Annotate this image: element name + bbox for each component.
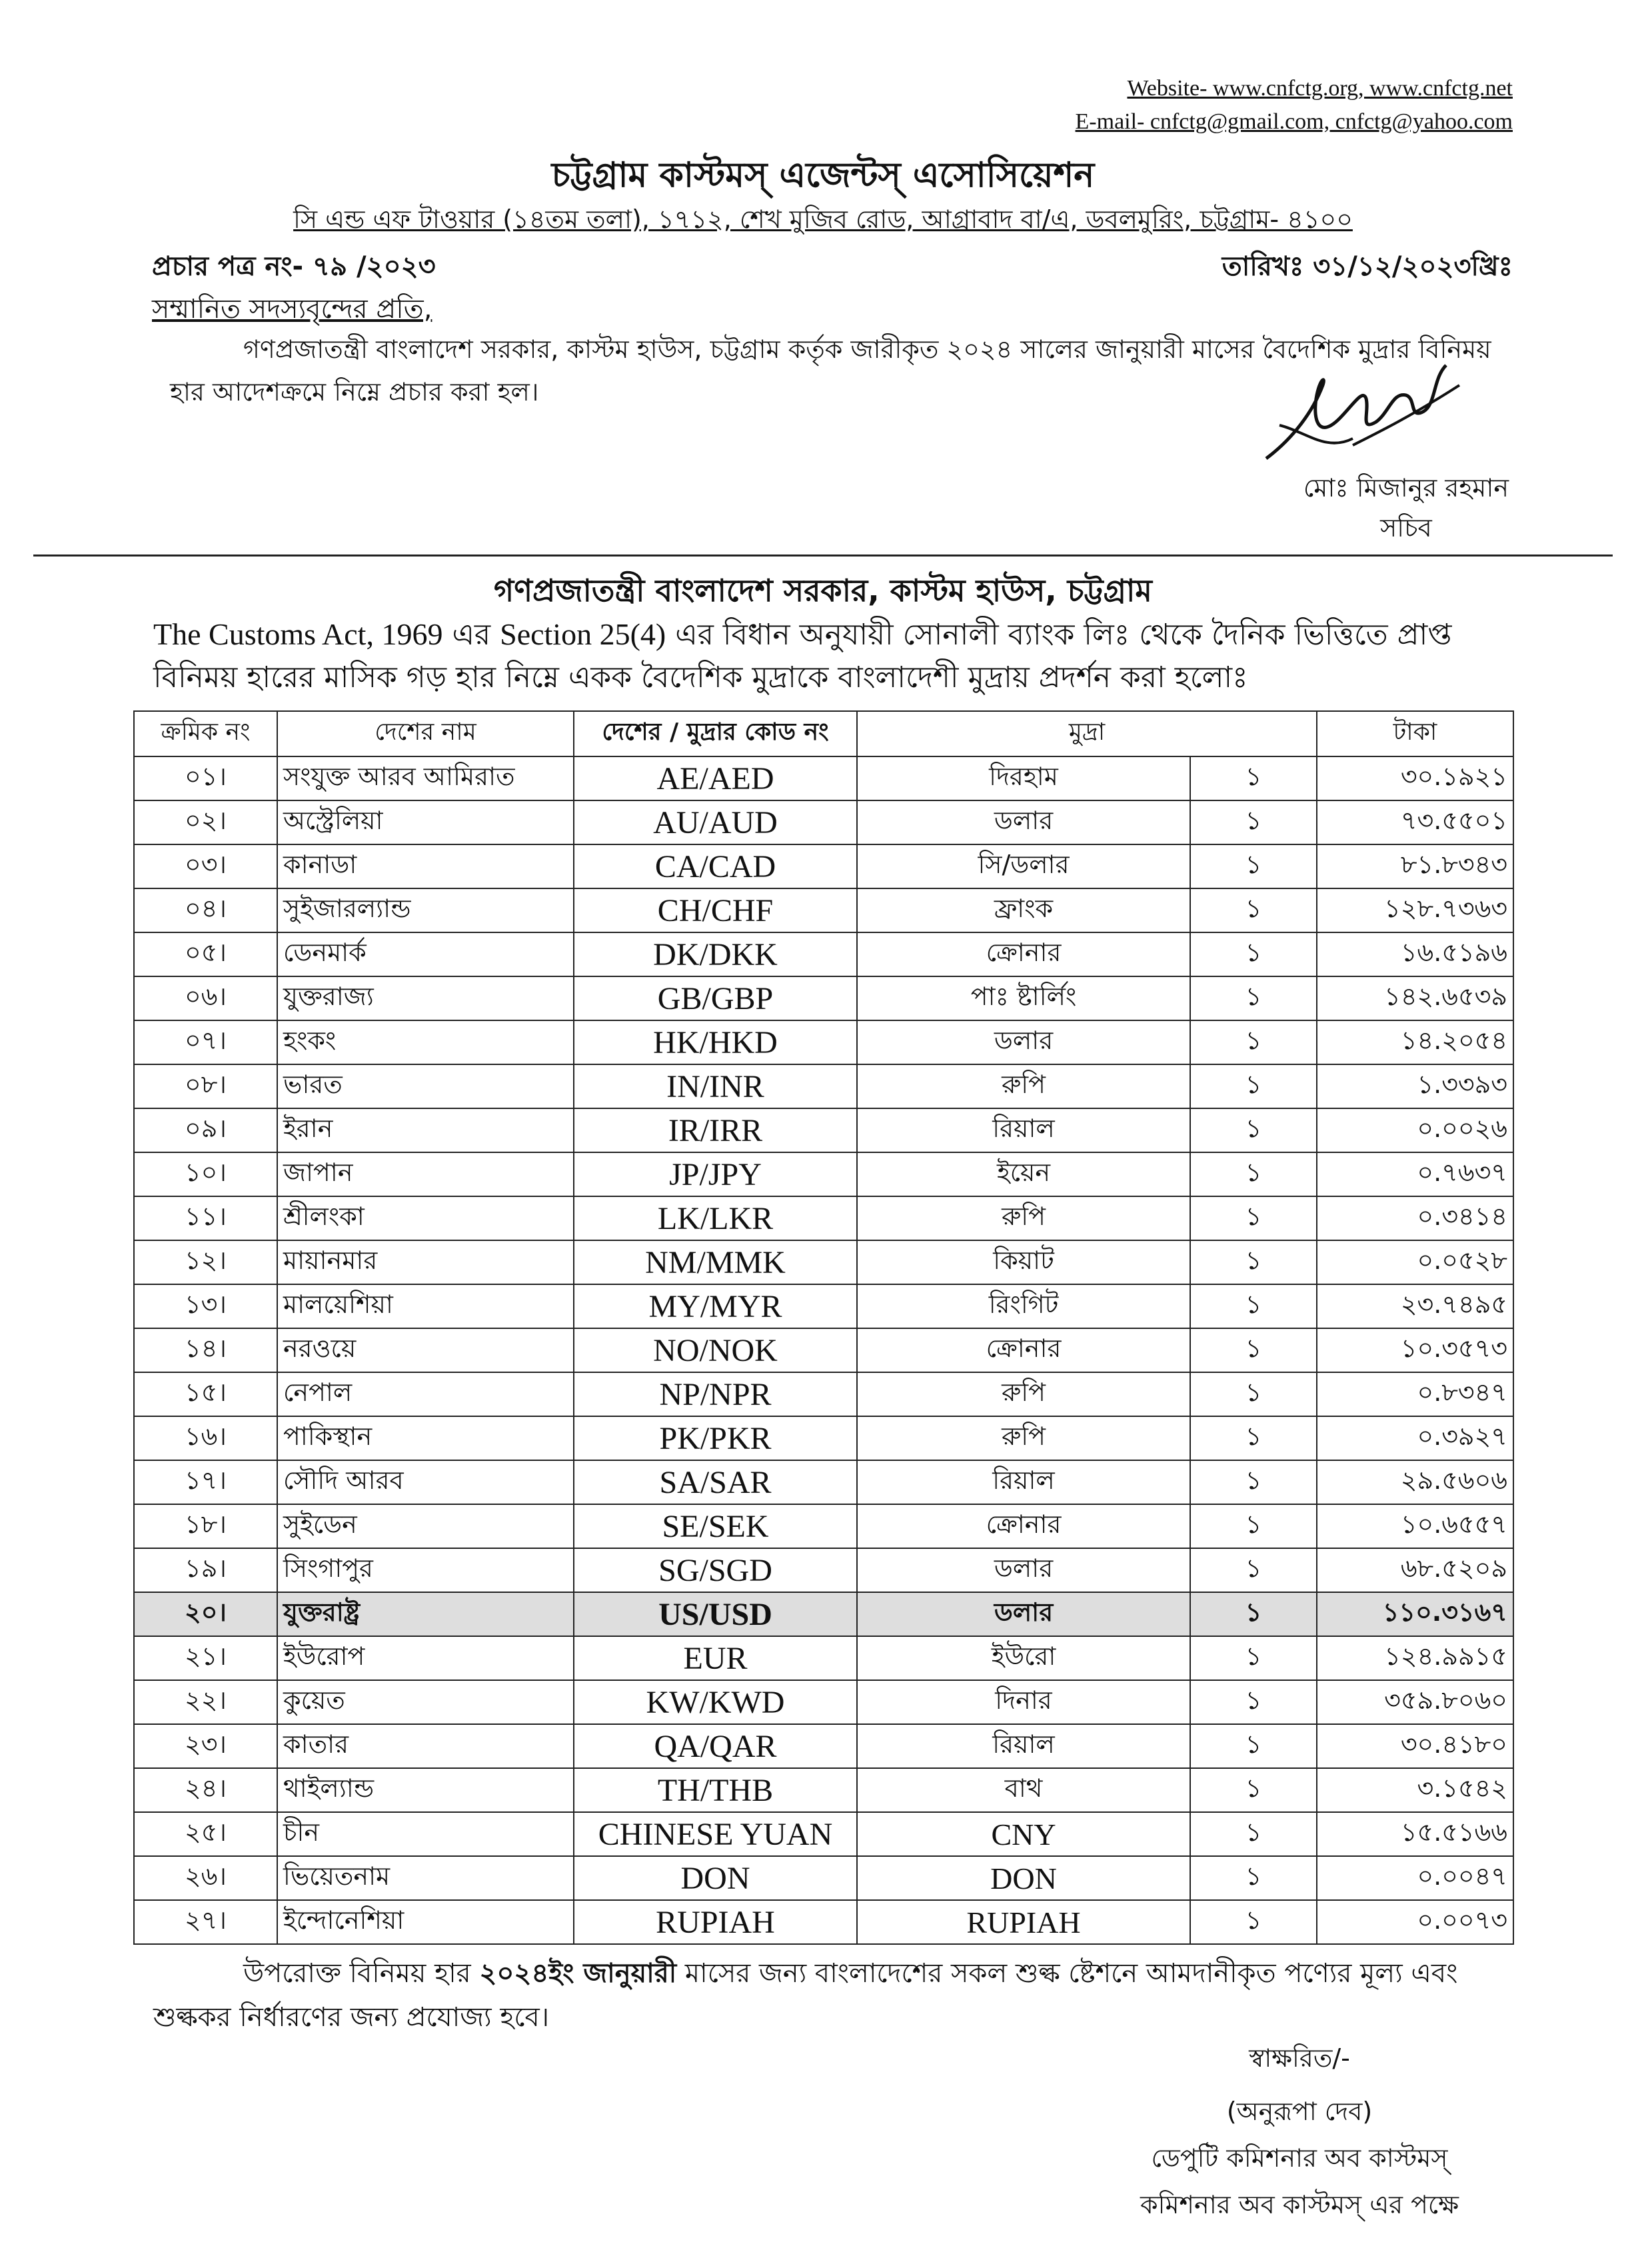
row-code: RUPIAH [574, 1900, 857, 1944]
row-code: PK/PKR [574, 1416, 857, 1460]
row-serial: ২৩। [134, 1724, 277, 1768]
row-code: DON [574, 1856, 857, 1900]
row-taka: ০.৭৬৩৭ [1317, 1152, 1513, 1196]
row-code: HK/HKD [574, 1020, 857, 1064]
table-row [134, 1108, 1513, 1152]
row-code: AU/AUD [574, 800, 857, 844]
row-country: অস্ট্রেলিয়া [277, 800, 574, 844]
divider [33, 555, 1613, 557]
row-currency: রিয়াল [857, 1460, 1190, 1504]
row-taka: ৬৮.৫২০৯ [1317, 1548, 1513, 1592]
table-row [134, 1680, 1513, 1724]
row-country: ইরান [277, 1108, 574, 1152]
row-code: DK/DKK [574, 932, 857, 976]
row-country: যুক্তরাষ্ট্র [277, 1592, 574, 1636]
row-code: NP/NPR [574, 1372, 857, 1416]
row-unit: ১ [1190, 1636, 1317, 1680]
row-country: সিংগাপুর [277, 1548, 574, 1592]
row-currency: ইউরো [857, 1636, 1190, 1680]
row-country: ইউরোপ [277, 1636, 574, 1680]
row-code: SG/SGD [574, 1548, 857, 1592]
row-unit: ১ [1190, 1108, 1317, 1152]
row-code: LK/LKR [574, 1196, 857, 1240]
notice-intro: The Customs Act, 1969 এর Section 25(4) এর বিধান অনুযায়ী সোনালী ব্যাংক লিঃ থেকে দৈনিক ভিত্তিতে প্রাপ্ত বিনিময় হারের মাসিক গড় হার নিম্নে একক বৈদেশিক মুদ্রাকে বাংলাদেশী মুদ্রায় প্রদর্শন করা হলোঃ [153, 617, 1452, 694]
row-taka: ১০.৩৫৭৩ [1317, 1328, 1513, 1372]
row-code: JP/JPY [574, 1152, 857, 1196]
row-unit: ১ [1190, 888, 1317, 932]
row-taka: ১৬.৫১৯৬ [1317, 932, 1513, 976]
row-taka: ১২৮.৭৩৬৩ [1317, 888, 1513, 932]
row-taka: ৩.১৫৪২ [1317, 1768, 1513, 1812]
row-unit: ১ [1190, 1856, 1317, 1900]
table-row [134, 1724, 1513, 1768]
row-taka: ১৪.২০৫৪ [1317, 1020, 1513, 1064]
row-serial: ০৬। [134, 976, 277, 1020]
row-country: কাতার [277, 1724, 574, 1768]
header-serial: ক্রমিক নং [134, 711, 277, 756]
table-row [134, 756, 1513, 800]
row-serial: ১৬। [134, 1416, 277, 1460]
row-serial: ১১। [134, 1196, 277, 1240]
footer-note: উপরোক্ত বিনিময় হার ২০২৪ইং জানুয়ারী মাসের জন্য বাংলাদেশের সকল শুল্ক ষ্টেশনে আমদানীকৃত পণ্যের মূল্য এবং শুল্ককর নির্ধারণের জন্য প্রযোজ্য হবে। [153, 1958, 1458, 2033]
notice-title: গণপ্রজাতন্ত্রী বাংলাদেশ সরকার, কাস্টম হাউস, চট্টগ্রাম [494, 572, 1152, 608]
row-code: QA/QAR [574, 1724, 857, 1768]
row-currency: RUPIAH [857, 1900, 1190, 1944]
row-country: মায়ানমার [277, 1240, 574, 1284]
row-taka: ১.৩৩৯৩ [1317, 1064, 1513, 1108]
table-row [134, 932, 1513, 976]
row-serial: ১০। [134, 1152, 277, 1196]
row-unit: ১ [1190, 1768, 1317, 1812]
row-unit: ১ [1190, 1064, 1317, 1108]
row-unit: ১ [1190, 1372, 1317, 1416]
row-serial: ০৪। [134, 888, 277, 932]
row-unit: ১ [1190, 844, 1317, 888]
signature-graphic [1253, 359, 1466, 472]
table-row [134, 1372, 1513, 1416]
row-country: কুয়েত [277, 1680, 574, 1724]
row-unit: ১ [1190, 1592, 1317, 1636]
row-code: CHINESE YUAN [574, 1812, 857, 1856]
row-currency: রিংগিট [857, 1284, 1190, 1328]
row-serial: ০৯। [134, 1108, 277, 1152]
row-country: শ্রীলংকা [277, 1196, 574, 1240]
row-currency: ক্রোনার [857, 1504, 1190, 1548]
row-country: সৌদি আরব [277, 1460, 574, 1504]
salutation: সম্মানিত সদস্যবৃন্দের প্রতি, [152, 294, 432, 325]
row-code: CH/CHF [574, 888, 857, 932]
row-country: সুইজারল্যান্ড [277, 888, 574, 932]
table-row [134, 888, 1513, 932]
signed-mark: স্বাক্ষরিত/- [1249, 2043, 1350, 2073]
row-serial: ০২। [134, 800, 277, 844]
row-taka: ১২৪.৯৯১৫ [1317, 1636, 1513, 1680]
row-currency: রিয়াল [857, 1108, 1190, 1152]
row-currency: CNY [857, 1812, 1190, 1856]
row-country: কানাডা [277, 844, 574, 888]
row-currency: ডলার [857, 800, 1190, 844]
row-unit: ১ [1190, 1196, 1317, 1240]
row-country: মালয়েশিয়া [277, 1284, 574, 1328]
row-code: AE/AED [574, 756, 857, 800]
row-unit: ১ [1190, 1680, 1317, 1724]
table-row [134, 1812, 1513, 1856]
row-code: IN/INR [574, 1064, 857, 1108]
circular-body: গণপ্রজাতন্ত্রী বাংলাদেশ সরকার, কাস্টম হাউস, চট্টগ্রাম কর্তৃক জারীকৃত ২০২৪ সালের জানুয়ারী মাসের বৈদেশিক মুদ্রার বিনিময় হার আদেশক্রমে নিম্নে প্রচার করা হল। [170, 335, 1491, 407]
row-currency: ডলার [857, 1548, 1190, 1592]
row-country: হংকং [277, 1020, 574, 1064]
table-row [134, 1592, 1513, 1636]
row-taka: ০.০৫২৮ [1317, 1240, 1513, 1284]
header-taka: টাকা [1317, 711, 1513, 756]
row-code: US/USD [574, 1592, 857, 1636]
row-taka: ৩৫৯.৮০৬০ [1317, 1680, 1513, 1724]
row-taka: ১৪২.৬৫৩৯ [1317, 976, 1513, 1020]
row-country: চীন [277, 1812, 574, 1856]
row-unit: ১ [1190, 1460, 1317, 1504]
row-code: TH/THB [574, 1768, 857, 1812]
row-serial: ২৭। [134, 1900, 277, 1944]
row-serial: ২৪। [134, 1768, 277, 1812]
on-behalf-line: কমিশনার অব কাস্টমস্ এর পক্ষে [1140, 2190, 1459, 2219]
table-row [134, 1768, 1513, 1812]
row-country: ইন্দোনেশিয়া [277, 1900, 574, 1944]
row-serial: ১৯। [134, 1548, 277, 1592]
row-country: জাপান [277, 1152, 574, 1196]
table-row [134, 1284, 1513, 1328]
row-currency: দিনার [857, 1680, 1190, 1724]
row-country: যুক্তরাজ্য [277, 976, 574, 1020]
row-serial: ০৮। [134, 1064, 277, 1108]
table-row [134, 1460, 1513, 1504]
row-serial: ২৫। [134, 1812, 277, 1856]
row-currency: ডলার [857, 1020, 1190, 1064]
signatory-title: সচিব [1380, 513, 1432, 543]
row-serial: ১৫। [134, 1372, 277, 1416]
row-serial: ১৭। [134, 1460, 277, 1504]
row-unit: ১ [1190, 1020, 1317, 1064]
row-currency: রুপি [857, 1064, 1190, 1108]
row-unit: ১ [1190, 1240, 1317, 1284]
row-currency: দিরহাম [857, 756, 1190, 800]
row-serial: ২১। [134, 1636, 277, 1680]
row-taka: ০.৮৩৪৭ [1317, 1372, 1513, 1416]
row-currency: কিয়াট [857, 1240, 1190, 1284]
row-code: NM/MMK [574, 1240, 857, 1284]
table-row [134, 1064, 1513, 1108]
row-currency: রুপি [857, 1416, 1190, 1460]
row-currency: DON [857, 1856, 1190, 1900]
row-unit: ১ [1190, 1416, 1317, 1460]
row-code: GB/GBP [574, 976, 857, 1020]
row-serial: ১৮। [134, 1504, 277, 1548]
row-country: থাইল্যান্ড [277, 1768, 574, 1812]
row-taka: ৮১.৮৩৪৩ [1317, 844, 1513, 888]
row-serial: ০১। [134, 756, 277, 800]
circular-number: প্রচার পত্র নং- ৭৯ /২০২৩ [152, 251, 436, 282]
row-unit: ১ [1190, 1284, 1317, 1328]
row-country: ভারত [277, 1064, 574, 1108]
row-currency: ইয়েন [857, 1152, 1190, 1196]
row-unit: ১ [1190, 1900, 1317, 1944]
row-code: SE/SEK [574, 1504, 857, 1548]
exchange-rate-table [133, 710, 1514, 1945]
table-row [134, 1856, 1513, 1900]
row-unit: ১ [1190, 1724, 1317, 1768]
table-row [134, 1328, 1513, 1372]
table-row [134, 1636, 1513, 1680]
row-country: পাকিস্থান [277, 1416, 574, 1460]
row-unit: ১ [1190, 1504, 1317, 1548]
header-currency: মুদ্রা [857, 711, 1317, 756]
row-currency: ডলার [857, 1592, 1190, 1636]
website-line: Website- www.cnfctg.org, www.cnfctg.net [1127, 76, 1513, 101]
email-line: E-mail- cnfctg@gmail.com, cnfctg@yahoo.com [1075, 109, 1513, 134]
row-code: KW/KWD [574, 1680, 857, 1724]
table-row [134, 1196, 1513, 1240]
header-country: দেশের নাম [277, 711, 574, 756]
row-unit: ১ [1190, 1812, 1317, 1856]
circular-date: তারিখঃ ৩১/১২/২০২৩খ্রিঃ [1222, 251, 1513, 282]
table-row [134, 1020, 1513, 1064]
row-serial: ১২। [134, 1240, 277, 1284]
row-currency: রুপি [857, 1372, 1190, 1416]
row-country: সংযুক্ত আরব আমিরাত [277, 756, 574, 800]
row-taka: ৭৩.৫৫০১ [1317, 800, 1513, 844]
row-serial: ০৩। [134, 844, 277, 888]
row-unit: ১ [1190, 1152, 1317, 1196]
row-serial: ০৭। [134, 1020, 277, 1064]
row-taka: ১০.৬৫৫৭ [1317, 1504, 1513, 1548]
table-row [134, 1416, 1513, 1460]
row-currency: ফ্রাংক [857, 888, 1190, 932]
row-taka: ১১০.৩১৬৭ [1317, 1592, 1513, 1636]
row-country: সুইডেন [277, 1504, 574, 1548]
row-taka: ০.৩৯২৭ [1317, 1416, 1513, 1460]
table-row [134, 800, 1513, 844]
row-serial: ২০। [134, 1592, 277, 1636]
row-unit: ১ [1190, 976, 1317, 1020]
row-currency: রিয়াল [857, 1724, 1190, 1768]
table-header-row [134, 711, 1513, 756]
organization-address: সি এন্ড এফ টাওয়ার (১৪তম তলা), ১৭১২, শেখ মুজিব রোড, আগ্রাবাদ বা/এ, ডবলমুরিং, চট্টগ্রাম- ৪১০০ [293, 205, 1353, 234]
row-unit: ১ [1190, 756, 1317, 800]
row-currency: বাথ [857, 1768, 1190, 1812]
row-taka: ১৫.৫১৬৬ [1317, 1812, 1513, 1856]
row-unit: ১ [1190, 1328, 1317, 1372]
table-row [134, 1548, 1513, 1592]
row-currency: সি/ডলার [857, 844, 1190, 888]
table-row [134, 1152, 1513, 1196]
table-row [134, 844, 1513, 888]
row-currency: পাঃ ষ্টার্লিং [857, 976, 1190, 1020]
row-country: নরওয়ে [277, 1328, 574, 1372]
row-currency: ক্রোনার [857, 932, 1190, 976]
row-currency: ক্রোনার [857, 1328, 1190, 1372]
row-taka: ০.০০৪৭ [1317, 1856, 1513, 1900]
row-taka: ০.০০৭৩ [1317, 1900, 1513, 1944]
row-code: MY/MYR [574, 1284, 857, 1328]
row-serial: ০৫। [134, 932, 277, 976]
table-row [134, 1900, 1513, 1944]
row-country: ডেনমার্ক [277, 932, 574, 976]
row-unit: ১ [1190, 1548, 1317, 1592]
row-unit: ১ [1190, 932, 1317, 976]
row-serial: ১৪। [134, 1328, 277, 1372]
row-taka: ০.০০২৬ [1317, 1108, 1513, 1152]
row-serial: ২৬। [134, 1856, 277, 1900]
officer-title: ডেপুটি কমিশনার অব কাস্টমস্ [1151, 2143, 1448, 2173]
row-unit: ১ [1190, 800, 1317, 844]
row-code: CA/CAD [574, 844, 857, 888]
row-country: ভিয়েতনাম [277, 1856, 574, 1900]
row-taka: ৩০.১৯২১ [1317, 756, 1513, 800]
row-country: নেপাল [277, 1372, 574, 1416]
table-row [134, 1504, 1513, 1548]
organization-name: চট্টগ্রাম কাস্টমস্ এজেন্টস্ এসোসিয়েশন [551, 155, 1095, 195]
row-taka: ৩০.৪১৮০ [1317, 1724, 1513, 1768]
row-taka: ০.৩৪১৪ [1317, 1196, 1513, 1240]
row-code: SA/SAR [574, 1460, 857, 1504]
officer-name: (অনুরূপা দেব) [1226, 2097, 1373, 2126]
signatory-name: মোঃ মিজানুর রহমান [1303, 473, 1509, 503]
table-row [134, 976, 1513, 1020]
row-currency: রুপি [857, 1196, 1190, 1240]
row-taka: ২৩.৭৪৯৫ [1317, 1284, 1513, 1328]
row-code: EUR [574, 1636, 857, 1680]
row-taka: ২৯.৫৬০৬ [1317, 1460, 1513, 1504]
row-code: IR/IRR [574, 1108, 857, 1152]
row-code: NO/NOK [574, 1328, 857, 1372]
table-row [134, 1240, 1513, 1284]
row-serial: ২২। [134, 1680, 277, 1724]
header-code: দেশের / মুদ্রার কোড নং [574, 711, 857, 756]
row-serial: ১৩। [134, 1284, 277, 1328]
